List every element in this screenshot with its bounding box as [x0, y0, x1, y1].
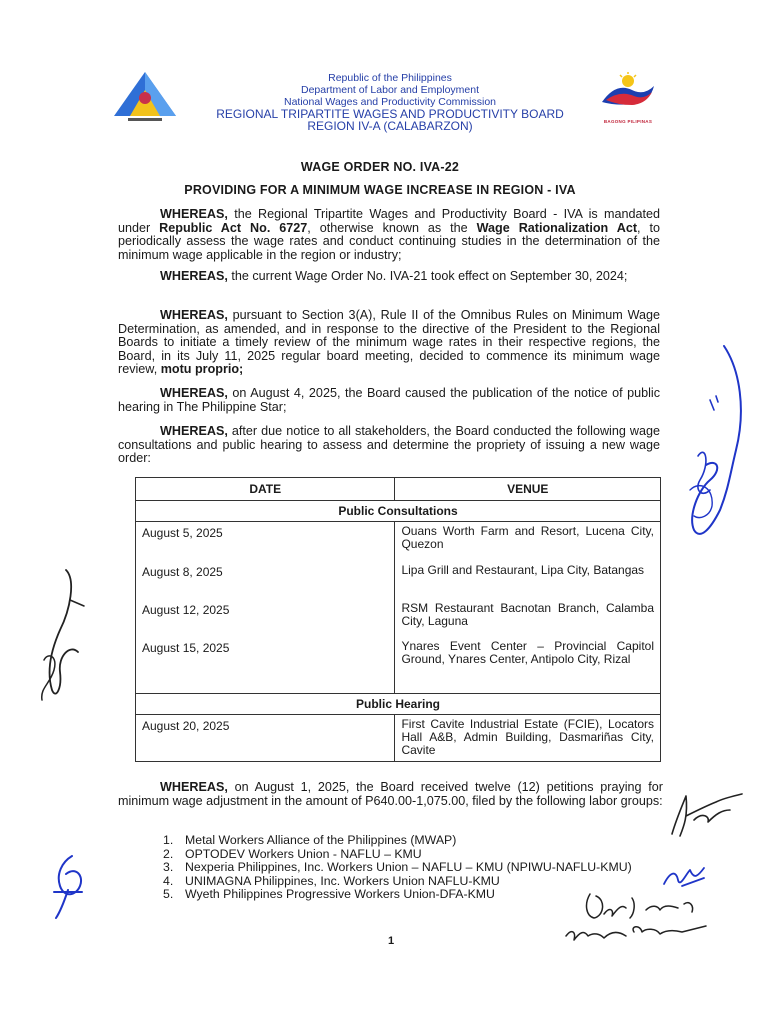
header-line-commission: National Wages and Productivity Commission — [283, 96, 497, 108]
column-header-venue: VENUE — [395, 478, 661, 501]
whereas-label: WHEREAS, — [160, 424, 228, 438]
hearing-date: August 20, 2025 — [142, 719, 230, 733]
whereas-paragraph-3: WHEREAS, pursuant to Section 3(A), Rule II of the Omnibus Rules on Minimum Wage Determination, as amended, and in response to the directive of the President to the Regional Boards to initiate a timely review of the minimum wage rates in their respective regions, the Board, in its July 11, 2025 regular board meeting, decided to commence its minimum wage review, motu proprio; — [118, 308, 660, 376]
consultation-venue: Lipa Grill and Restaurant, Lipa City, Batangas — [401, 563, 645, 577]
whereas-paragraph-6: WHEREAS, on August 1, 2025, the Board received twelve (12) petitions praying for minimum wage adjustment in the amount of P640.00-1,075.00, filed by the following labor groups: — [118, 780, 663, 808]
whereas-label: WHEREAS, — [160, 308, 228, 322]
signature-bottom-left-icon — [42, 852, 102, 922]
list-item: 3. Nexperia Philippines, Inc. Workers Union – NAFLU – KMU (NPIWU-NAFLU-KMU) — [163, 860, 632, 874]
wage-order-subtitle: PROVIDING FOR A MINIMUM WAGE INCREASE IN REGION - IVA — [184, 183, 576, 197]
list-item: 5. Wyeth Philippines Progressive Workers Union-DFA-KMU — [163, 887, 495, 901]
letterhead — [190, 72, 590, 132]
consultation-venue: Ynares Event Center – Provincial Capitol Ground, Ynares Center, Antipolo City, Rizal — [401, 639, 654, 666]
section-public-consultations: Public Consultations — [136, 501, 661, 522]
whereas-paragraph-1: WHEREAS, the Regional Tripartite Wages and Productivity Board - IVA is mandated under Republic Act No. 6727, otherwise known as the Wage Rationalization Act, to periodically assess the wage rates and conduct continuing studies in the determination of the minimum wage applicable in the region or industry; — [118, 207, 660, 262]
signature-right-margin-icon — [680, 340, 760, 560]
section-public-hearing: Public Hearing — [136, 694, 661, 715]
list-item: 1. Metal Workers Alliance of the Philippines (MWAP) — [163, 833, 457, 847]
column-header-date: DATE — [136, 478, 395, 501]
consultation-venue: RSM Restaurant Bacnotan Branch, Calamba City, Laguna — [401, 601, 654, 628]
dole-logo-icon — [110, 70, 180, 125]
list-item: 2. OPTODEV Workers Union - NAFLU – KMU — [163, 846, 422, 861]
wage-order-title: WAGE ORDER NO. IVA-22 — [300, 160, 460, 174]
table-row — [136, 715, 661, 762]
whereas-paragraph-2: WHEREAS, the current Wage Order No. IVA-21 took effect on September 30, 2024; — [160, 269, 628, 283]
whereas-label: WHEREAS, — [160, 780, 228, 794]
consultation-date: August 5, 2025 — [142, 526, 223, 540]
list-item: 4. UNIMAGNA Philippines, Inc. Workers Union NAFLU-KMU — [163, 873, 500, 888]
consultation-schedule-table — [135, 477, 661, 762]
header-line-republic: Republic of the Philippines — [328, 72, 452, 84]
signature-right-jefferson-icon — [664, 786, 748, 842]
whereas-paragraph-5: WHEREAS, after due notice to all stakeholders, the Board conducted the following wage consultations and public hearing to assess and determine the propriety of issuing a new wage order: — [118, 424, 660, 465]
whereas-paragraph-4: WHEREAS, on August 4, 2025, the Board caused the publication of the notice of public hearing in The Philippine Star; — [118, 386, 660, 414]
whereas-label: WHEREAS, — [160, 207, 228, 221]
bagong-pilipinas-logo-icon — [598, 72, 658, 122]
consultation-venue: Ouans Worth Farm and Resort, Lucena City, Quezon — [401, 524, 654, 551]
signature-bottom-right-icon — [560, 886, 710, 948]
header-line-region: REGION IV-A (CALABARZON) — [307, 119, 473, 133]
whereas-label: WHEREAS, — [160, 269, 228, 283]
header-line-board: REGIONAL TRIPARTITE WAGES AND PRODUCTIVITY BOARD — [216, 107, 564, 121]
page-number: 1 — [388, 935, 395, 947]
consultation-date: August 15, 2025 — [142, 641, 230, 655]
table-row — [136, 522, 395, 694]
whereas-label: WHEREAS, — [160, 386, 228, 400]
consultation-date: August 12, 2025 — [142, 603, 230, 617]
bagong-pilipinas-caption: BAGONG PILIPINAS — [603, 119, 653, 124]
hearing-venue: First Cavite Industrial Estate (FCIE), Locators Hall A&B, Admin Building, Dasmariñas City, Cavite — [401, 717, 654, 757]
signature-left-margin-icon — [30, 560, 100, 720]
consultation-date: August 8, 2025 — [142, 565, 223, 579]
header-line-department: Department of Labor and Employment — [300, 84, 479, 96]
